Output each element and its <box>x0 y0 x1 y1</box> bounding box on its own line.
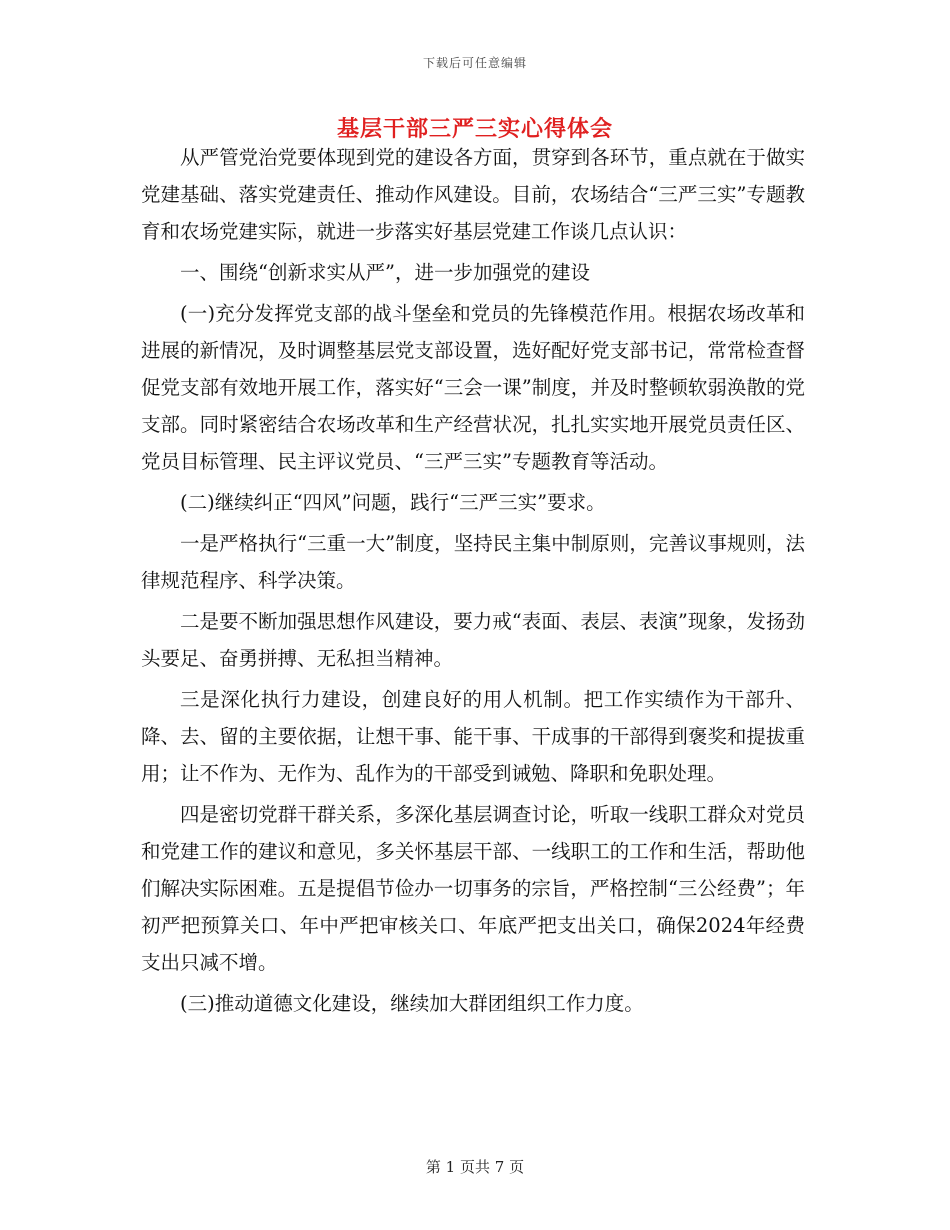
paragraph-intro: 从严管党治党要体现到党的建设各方面，贯穿到各环节，重点就在于做实党建基础、落实党建责任、推动作风建设。目前，农场结合“三严三实”专题教育和农场党建实际，就进一步落实好基层党建工作谈几点认识： <box>141 146 805 243</box>
page-header-note: 下载后可任意编辑 <box>422 56 527 70</box>
paragraph-point-2: 二是要不断加强思想作风建设，要力戒“表面、表层、表演”现象，发扬劲头要足、奋勇拼搏、无私担当精神。 <box>141 610 805 670</box>
paragraph-point-1: 一是严格执行“三重一大”制度，坚持民主集中制原则，完善议事规则，法律规范程序、科学决策。 <box>141 532 805 592</box>
paragraph-subsection-2: (二)继续纠正“四风”问题，践行“三严三实”要求。 <box>180 491 606 514</box>
page-number: 第 1 页共 7 页 <box>425 1158 525 1176</box>
paragraph-subsection-1: (一)充分发挥党支部的战斗堡垒和党员的先锋模范作用。根据农场改革和进展的新情况，及时调整基层党支部设置，选好配好党支部书记，常常检查督促党支部有效地开展工作，落实好“三会一课”制度，并及时整顿软弱涣散的党支部。同时紧密结合农场改革和生产经营状况，扎扎实实地开展党员责任区、党员目标管理、民主评议党员、“三严三实”专题教育等活动。 <box>141 302 805 473</box>
section-heading-1: 一、围绕“创新求实从严”，进一步加强党的建设 <box>180 261 590 284</box>
document-body <box>141 139 805 1026</box>
paragraph-point-3: 三是深化执行力建设，创建良好的用人机制。把工作实绩作为干部升、降、去、留的主要依据，让想干事、能干事、干成事的干部得到褒奖和提拔重用；让不作为、无作为、乱作为的干部受到诫勉、降职和免职处理。 <box>141 688 805 785</box>
paragraph-point-4-5: 四是密切党群干群关系，多深化基层调查讨论，听取一线职工群众对党员和党建工作的建议和意见，多关怀基层干部、一线职工的工作和生活，帮助他们解决实际困难。五是提倡节俭办一切事务的宗旨，严格控制“三公经费”；年初严把预算关口、年中严把审核关口、年底严把支出关口，确保2024年经费支出只减不增。 <box>141 803 805 974</box>
paragraph-subsection-3: (三)推动道德文化建设，继续加大群团组织工作力度。 <box>180 992 644 1015</box>
document-title: 基层干部三严三实心得体会 <box>336 116 613 142</box>
